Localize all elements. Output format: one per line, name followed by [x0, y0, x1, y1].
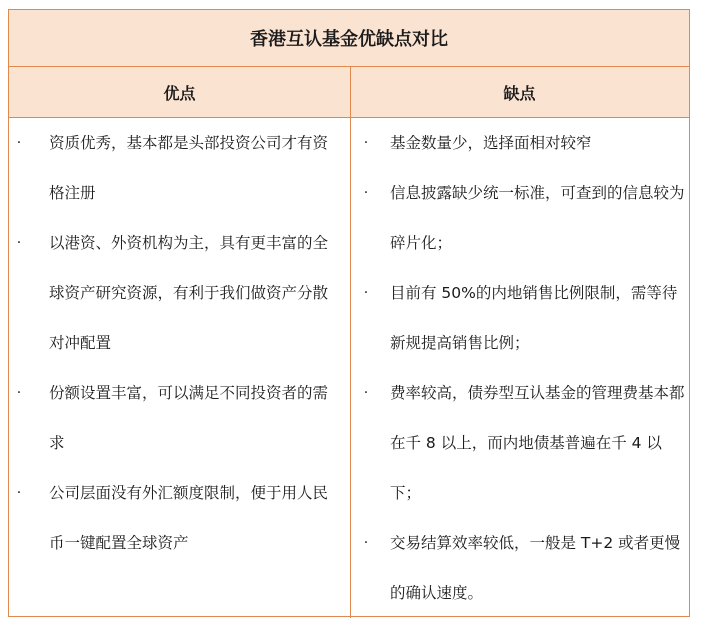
- cons-header: [350, 67, 689, 117]
- cons-list: [350, 118, 689, 618]
- pros-header: [9, 67, 350, 117]
- pros-header-text: 优点: [163, 83, 196, 103]
- pros-item: [9, 468, 350, 568]
- cons-item: [350, 368, 689, 518]
- cons-item: [350, 518, 689, 618]
- cons-item-text: 基金数量少，选择面相对较窄: [390, 134, 592, 152]
- cons-item-text: 目前有 50%的内地销售比例限制，需等待新规提高销售比例；: [390, 284, 678, 352]
- pros-item-text: 公司层面没有外汇额度限制，便于用人民币一键配置全球资产: [49, 484, 329, 552]
- pros-item: [9, 218, 350, 368]
- pros-list: [9, 118, 350, 568]
- cons-header-text: 缺点: [503, 83, 536, 103]
- bullet-icon: ·: [16, 235, 22, 251]
- cons-item-text: 费率较高，债券型互认基金的管理费基本都在千 8 以上，而内地债基普遍在千 4 以下；: [390, 384, 685, 502]
- bullet-icon: ·: [363, 385, 369, 401]
- pros-item-text: 份额设置丰富，可以满足不同投资者的需求: [49, 384, 329, 452]
- cons-item: [350, 168, 689, 268]
- pros-item: [9, 368, 350, 468]
- bullet-icon: ·: [16, 385, 22, 401]
- table-title-text: 香港互认基金优缺点对比: [250, 29, 448, 50]
- bullet-icon: ·: [363, 285, 369, 301]
- pros-item-text: 资质优秀，基本都是头部投资公司才有资格注册: [49, 134, 329, 202]
- cons-cell: [350, 118, 689, 618]
- comparison-table: [8, 9, 690, 617]
- table-title: [9, 10, 689, 67]
- pros-cell: [9, 118, 350, 568]
- bullet-icon: ·: [16, 485, 22, 501]
- cons-item: [350, 118, 689, 168]
- bullet-icon: ·: [16, 135, 22, 151]
- bullet-icon: ·: [363, 135, 369, 151]
- bullet-icon: ·: [363, 535, 369, 551]
- bullet-icon: ·: [363, 185, 369, 201]
- pros-item-text: 以港资、外资机构为主，具有更丰富的全球资产研究资源，有利于我们做资产分散对冲配置: [49, 234, 329, 352]
- cons-item-text: 信息披露缺少统一标准，可查到的信息较为碎片化；: [390, 184, 685, 252]
- header-row: [9, 67, 689, 118]
- pros-item: [9, 118, 350, 218]
- cons-item: [350, 268, 689, 368]
- cons-item-text: 交易结算效率较低，一般是 T+2 或者更慢的确认速度。: [390, 534, 681, 602]
